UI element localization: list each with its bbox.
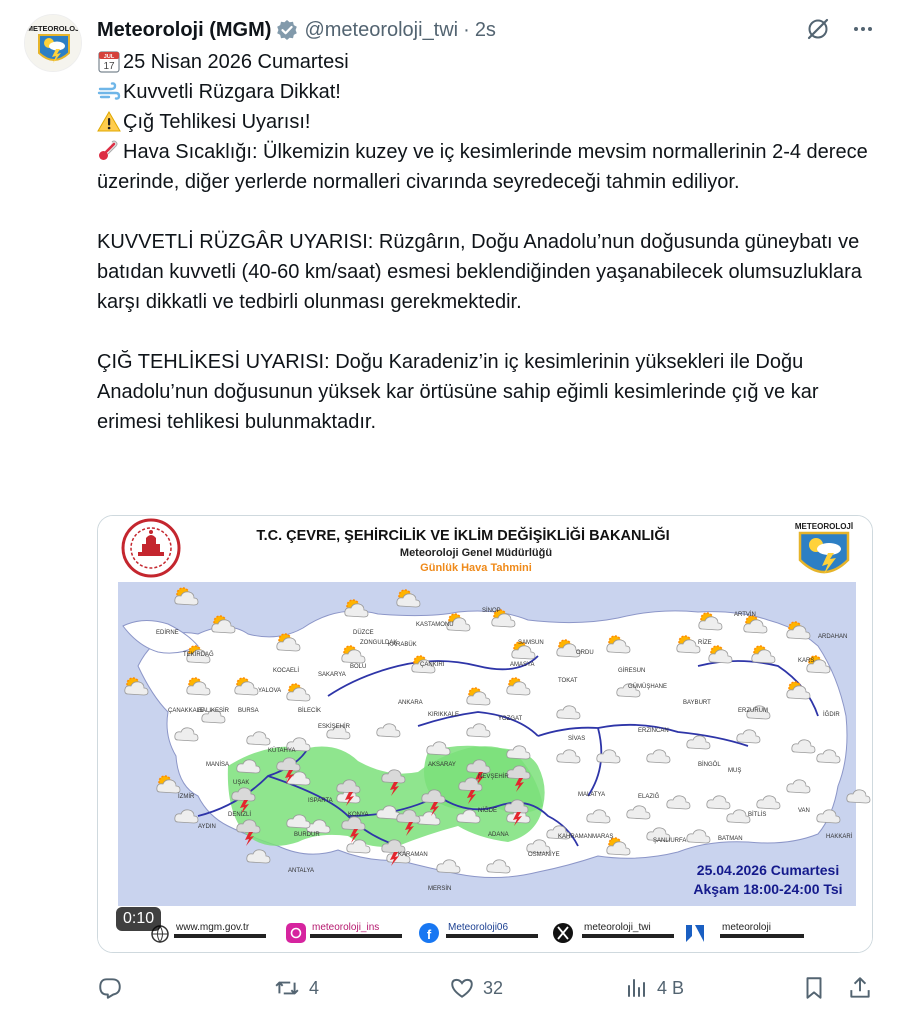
share-icon[interactable]	[847, 975, 873, 1001]
city-label: KONYA	[348, 812, 369, 818]
city-label: BAYBURT	[683, 700, 711, 706]
warning-icon	[97, 110, 121, 134]
forecast-date: 25.04.2026 Cumartesi	[696, 862, 840, 878]
city-label: KIRIKKALE	[428, 712, 460, 718]
footer-x-text: meteoroloji_twi	[584, 922, 651, 933]
tweet-date-text: 25 Nisan 2026 Cumartesi	[123, 51, 349, 73]
ministry-seal-icon	[123, 520, 179, 576]
city-label: TEKİRDAĞ	[183, 652, 214, 658]
city-label: MUŞ	[728, 768, 742, 774]
city-label: GİRESUN	[618, 668, 646, 674]
city-label: VAN	[798, 808, 810, 814]
wind-warning-title: Kuvvetli Rüzgara Dikkat!	[123, 81, 341, 103]
city-label: NEVŞEHİR	[478, 774, 509, 780]
city-label: BOLU	[350, 664, 367, 670]
city-label: KOCAELİ	[273, 668, 300, 674]
city-label: BATMAN	[718, 836, 743, 842]
city-label: GÜMÜŞHANE	[628, 684, 668, 690]
separator-dot: ·	[463, 18, 470, 41]
city-label: İĞDIR	[823, 712, 840, 718]
city-label: MANİSA	[206, 762, 230, 768]
author-handle[interactable]: @meteoroloji_twi	[304, 18, 459, 41]
author-name[interactable]: Meteoroloji (MGM)	[97, 18, 272, 41]
tweet-header	[97, 16, 496, 44]
city-label: KASTAMONU	[416, 622, 454, 628]
city-label: OSMANİYE	[528, 852, 560, 858]
city-label: DÜZCE	[353, 630, 374, 636]
svg-text:METEOROLOJİ: METEOROLOJİ	[794, 522, 854, 531]
avalanche-warning-title: Çığ Tehlikesi Uyarısı!	[123, 111, 311, 133]
footer-nsosyal-text: meteoroloji	[722, 922, 771, 933]
city-label: SAMSUN	[518, 640, 544, 646]
ministry-title: T.C. ÇEVRE, ŞEHİRCİLİK VE İKLİM DEĞİŞİKLİĞİ BAKANLIĞI	[256, 528, 670, 544]
city-label: YALOVA	[258, 688, 282, 694]
wind-warning-paragraph: KUVVETLİ RÜZGÂR UYARISI: Rüzgârın, Doğu Anadolu’nun doğusunda güneybatı ve batıdan kuvvetli (40-60 km/saat) esmesi beklendiğinden yaşanabilecek olumsuzluklara karşı dikkatli ve tedbirli olunması gerekmektedir.	[97, 231, 868, 313]
city-label: ANTALYA	[288, 868, 315, 874]
svg-text:f: f	[426, 927, 432, 942]
city-label: BİNGÖL	[698, 762, 721, 768]
city-label: ERZURUM	[738, 708, 768, 714]
bookmark-icon[interactable]	[801, 975, 827, 1001]
city-label: ÇANAKKALE	[168, 708, 205, 714]
calendar-icon	[97, 50, 121, 74]
temperature-text: Hava Sıcaklığı: Ülkemizin kuzey ve iç kesimlerinde mevsim normallerinin 2-4 derece üzerinde, diğer yerlerde normalleri civarında seyredeceği tahmin ediliyor.	[97, 141, 874, 193]
city-label: MALATYA	[578, 792, 606, 798]
city-label: ŞANLIURFA	[653, 838, 687, 844]
directorate-title: Meteoroloji Genel Müdürlüğü	[399, 547, 553, 559]
wind-icon	[97, 80, 121, 104]
city-label: BİTLİS	[748, 812, 767, 818]
city-label: YOZGAT	[498, 716, 523, 722]
city-label: ISPARTA	[308, 798, 333, 804]
city-label: ANKARA	[398, 700, 423, 706]
like-button[interactable]	[449, 975, 503, 1001]
footer-facebook-text: Meteoroloji06	[448, 922, 509, 933]
city-label: AMASYA	[510, 662, 535, 668]
avalanche-line	[97, 107, 877, 137]
city-label: SİVAS	[568, 736, 586, 742]
city-label: BURSA	[238, 708, 259, 714]
city-label: BALIKESİR	[198, 708, 230, 714]
thermometer-icon	[97, 138, 121, 162]
calendar-day-text: 17	[103, 61, 115, 72]
views-button[interactable]	[625, 975, 684, 1001]
city-label: SİNOP	[482, 608, 501, 614]
city-label: ARDAHAN	[818, 634, 848, 640]
city-label: BİLECİK	[298, 708, 322, 714]
city-label: MERSİN	[428, 886, 452, 892]
city-label: ESKİŞEHİR	[318, 724, 351, 730]
city-label: ARTVİN	[734, 612, 756, 618]
views-count: 4 B	[657, 977, 685, 998]
city-label: KÜTAHYA	[268, 748, 296, 754]
city-label: KARAMAN	[398, 852, 428, 858]
views-chart-icon	[625, 975, 649, 1001]
heart-icon	[449, 975, 475, 1001]
wind-line	[97, 77, 877, 107]
city-label: ZONGULDAK	[360, 640, 398, 646]
avalanche-warning-paragraph: ÇIĞ TEHLİKESİ UYARISI: Doğu Karadeniz’in iç kesimlerinin yüksekleri ile Doğu Anadolu’nun doğusunun yüksek kar örtüsüne sahip eğimli kesimlerinde çığ ve kar erimesi tehlikesi bulunmaktadır.	[97, 351, 825, 433]
footer-instagram-text: meteoroloji_ins	[312, 922, 380, 933]
city-label: BURDUR	[294, 832, 320, 838]
grok-icon[interactable]	[805, 16, 831, 42]
verified-badge-icon	[276, 19, 298, 41]
tweet-time[interactable]: 2s	[474, 18, 496, 41]
city-label: SAKARYA	[318, 672, 346, 678]
retweet-count: 4	[309, 977, 320, 998]
retweet-icon	[273, 975, 301, 1001]
city-label: İZMİR	[178, 794, 195, 800]
forecast-title: Günlük Hava Tahmini	[420, 562, 532, 574]
tweet-top-actions	[805, 16, 875, 42]
like-count: 32	[483, 977, 504, 998]
city-label: ADANA	[488, 832, 509, 838]
tweet-text	[97, 47, 877, 437]
city-label: AYDIN	[198, 824, 216, 830]
city-label: DENİZLİ	[228, 812, 252, 818]
city-label: KAHRAMANMARAŞ	[558, 834, 614, 840]
retweet-button[interactable]	[273, 975, 319, 1001]
city-label: ERZİNCAN	[638, 728, 669, 734]
city-label: HAKKARİ	[826, 834, 853, 840]
tweet-action-bar	[97, 968, 877, 1008]
temperature-paragraph	[97, 137, 877, 197]
more-options-icon[interactable]	[851, 17, 875, 41]
forecast-period: Akşam 18:00-24:00 Tsi	[693, 881, 843, 897]
city-label: ORDU	[576, 650, 594, 656]
city-label: NİĞDE	[478, 808, 498, 814]
city-label: EDİRNE	[156, 630, 179, 636]
city-label: TOKAT	[558, 678, 578, 684]
date-line	[97, 47, 877, 77]
avatar-logo-text: METEOROLOJİ	[26, 24, 82, 33]
author-avatar[interactable]	[24, 14, 82, 72]
city-label: KARABÜK	[388, 642, 417, 648]
city-label: ÇANKIRI	[420, 662, 445, 668]
city-label: ELAZIĞ	[638, 794, 660, 800]
reply-button[interactable]	[97, 975, 131, 1001]
city-label: RİZE	[698, 640, 712, 646]
forecast-map-image	[98, 516, 873, 953]
footer-web-text: www.mgm.gov.tr	[176, 922, 250, 933]
city-label: KARS	[798, 658, 815, 664]
tweet-video[interactable]	[97, 515, 873, 953]
calendar-month-text: JUL	[103, 54, 115, 60]
reply-icon	[97, 975, 123, 1001]
city-label: AKSARAY	[428, 762, 456, 768]
video-duration: 0:10	[116, 907, 161, 931]
city-label: UŞAK	[233, 780, 250, 786]
